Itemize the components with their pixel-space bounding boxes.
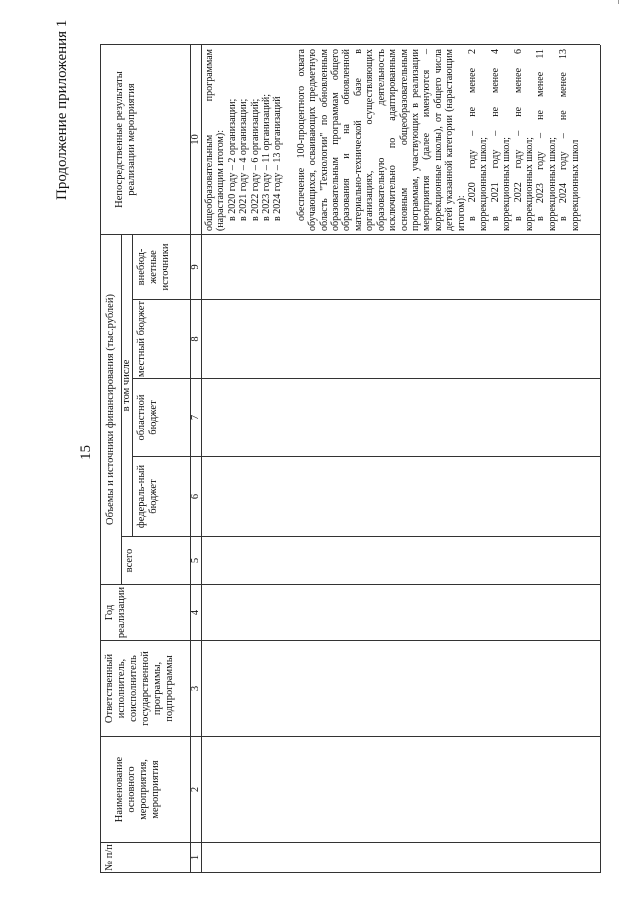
results-item: в 2022 году – не менее 6 коррекционных школ;	[512, 49, 535, 231]
header-federal: федераль-ный бюджет	[136, 464, 159, 529]
header-regional: областной бюджет	[136, 394, 159, 441]
program-table	[100, 45, 600, 873]
results-text	[204, 49, 581, 231]
results-item: в 2021 году – 4 организации;	[238, 98, 250, 221]
header-activity-name: Наименование основного мероприятия, мероприятия	[114, 756, 161, 823]
results-item: в 2022 году – 6 организаций;	[249, 98, 261, 221]
header-finance-group: Объемы и источники финансирования (тыс.рублей)	[105, 294, 116, 525]
column-number: 3	[189, 685, 201, 692]
header-executor: Ответственный исполнитель, соисполнитель государственной программы, подпрограммы	[104, 651, 175, 726]
header-extrabudget: внебюд-жетные источники	[136, 243, 171, 291]
column-number: 5	[189, 557, 201, 564]
header-year: Год реализации	[104, 586, 127, 639]
results-item: в 2020 году – 2 организации;	[226, 98, 238, 221]
results-item: в 2024 году – 13 организаций	[272, 96, 284, 221]
results-paragraph: обеспечение 100-процентного охвата обучающихся, осваивающих предметную область "Технологии" по обновленным образовательным программам общего образования и на обновленной материально-технической базе в организациях, осуществляющих образовательную деятельность исключительно по адаптированным основным общеобразовательным программам, участвующих в реализации мероприятия (далее именуются – коррекционные школы), от общего числа детей указанной категории (нарастающим итогом):	[295, 49, 467, 231]
results-paragraph: общеобразовательным программам (нарастающим итогом):	[204, 49, 227, 231]
page-number: 15	[78, 445, 94, 460]
column-number: 7	[189, 414, 201, 421]
header-number: № п/п	[104, 844, 115, 871]
column-number: 10	[189, 134, 201, 145]
header-total: всего	[124, 548, 135, 573]
results-item: в 2023 году – 11 организаций;	[261, 94, 273, 221]
results-item: в 2023 году – не менее 11 коррекционных школ;	[535, 49, 558, 231]
column-number: 4	[189, 609, 201, 616]
column-number: 1	[189, 854, 201, 861]
results-item: в 2020 году – не менее 2 коррекционных школ;	[466, 49, 490, 231]
column-number: 2	[189, 786, 201, 793]
header-local: местный бюджет	[136, 300, 147, 378]
results-item: в 2021 году – не менее 4 коррекционных школ;	[489, 49, 513, 231]
column-number: 8	[189, 336, 201, 342]
header-results: Непосредственные результаты реализации мероприятия	[114, 71, 137, 208]
column-number: 6	[189, 493, 201, 500]
results-item: в 2024 году – не менее 13 коррекционных школ	[558, 49, 581, 231]
header-in-that: в том числе	[121, 359, 132, 412]
column-number: 9	[189, 264, 201, 270]
continuation-title: Продолжение приложения 1	[54, 19, 70, 200]
